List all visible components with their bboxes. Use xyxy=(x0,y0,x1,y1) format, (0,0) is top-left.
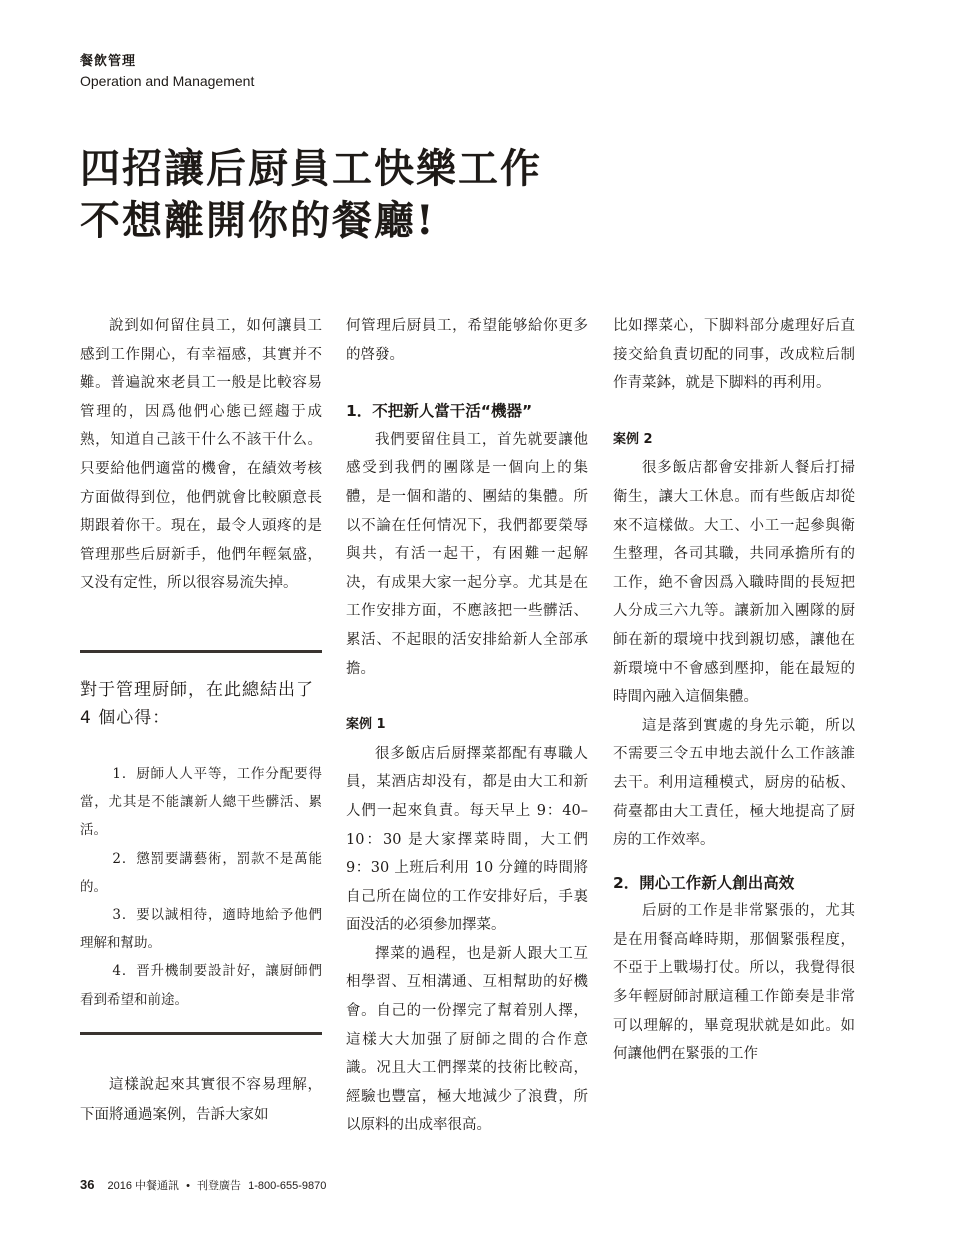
page-number: 36 xyxy=(80,1177,95,1192)
section-heading-2: 2．開心工作新人創出高效 xyxy=(613,873,795,892)
summary-item: 1．厨師人人平等，工作分配要得當，尤其是不能讓新人總干些髒活、累活。 xyxy=(80,766,322,839)
divider-top xyxy=(80,650,322,653)
page-footer xyxy=(80,1177,330,1193)
paragraph: 我們要留住員工，首先就要讓他感受到我們的團隊是一個向上的集體，是一個和諧的、團結的集體。所以不論在任何情况下，我們都要榮辱與共，有活一起干，有困難一起解决，有成果大家一起分享。尤其是在工作安排方面，不應該把一些髒活、累活、不起眼的活安排給新人全部承擔。 xyxy=(346,431,588,677)
closing-paragraph xyxy=(80,1070,322,1130)
paragraph: 擇菜的過程，也是新人跟大工互相學習、互相溝通、互相幫助的好機會。自己的一份擇完了幫着别人擇，這樣大大加强了厨師之間的合作意識。况且大工們擇菜的技術比較高，經驗也豐富，極大地減少了浪費，所以原料的出成率很高。 xyxy=(346,945,588,1134)
paragraph: 這是落到實處的身先示範，所以不需要三令五申地去説什么工作該誰去干。利用這種模式，厨房的砧板、荷臺都由大工責任，極大地提高了厨房的工作效率。 xyxy=(613,717,855,849)
summary-item: 3．要以誠相待，適時地給予他們理解和幫助。 xyxy=(80,907,322,952)
title-line-1: 四招讓后厨員工快樂工作 xyxy=(80,145,542,192)
case-heading-1: 案例 1 xyxy=(346,717,386,733)
summary-item: 2．懲罰要講藝術，罰款不是萬能的。 xyxy=(80,850,322,895)
column-2 xyxy=(346,312,588,1140)
continued-paragraph: 何管理后厨員工，希望能够給你更多的啓發。 xyxy=(346,318,588,363)
section-label: 餐飲管理 xyxy=(80,54,137,69)
summary-heading: 對于管理厨師，在此總結出了 4 個心得： xyxy=(80,680,314,728)
publication-name: 2016 中餐通訊 xyxy=(107,1180,180,1192)
paragraph: 后厨的工作是非常緊張的，尤其是在用餐高峰時期，那個緊張程度，不亞于上戰場打仗。所以，我覺得很多年輕厨師討厭這種工作節奏是非常可以理解的，畢竟現狀就是如此。如何讓他們在緊張的工作 xyxy=(613,903,855,1063)
column-3 xyxy=(613,312,855,1069)
paragraph: 很多飯店都會安排新人餐后打掃衛生，讓大工休息。而有些飯店却從來不這樣做。大工、小工一起參與衛生整理，各司其職，共同承擔所有的工作，絶不會因爲入職時間的長短把人分成三六九等。讓新加入團隊的厨師在新的環境中找到親切感，讓他在新環境中不會感到壓抑，能在最短的時間內融入這個集體。 xyxy=(613,460,855,706)
intro-paragraph: 說到如何留住員工，如何讓員工感到工作開心，有幸福感，其實并不難。普遍說來老員工一般是比較容易管理的，因爲他們心態已經趨于成熟，知道自己該干什么不該干什么。只要給他們適當的機會，在績效考核方面做得到位，他們就會比較願意長期跟着你干。現在，最令人頭疼的是管理那些后厨新手，他們年輕氣盛，又没有定性，所以很容易流失掉。 xyxy=(80,318,322,592)
divider-bottom xyxy=(80,1032,322,1035)
phone-number: 1-800-655-9870 xyxy=(248,1180,327,1192)
summary-item: 4．晋升機制要設計好，讓厨師們看到希望和前途。 xyxy=(80,963,322,1008)
title-line-2: 不想離開你的餐廳! xyxy=(80,197,436,244)
column-1 xyxy=(80,312,322,598)
closing-text: 這樣說起來其實很不容易理解，下面將通過案例，告訴大家如 xyxy=(80,1077,322,1123)
bullet-separator: • xyxy=(186,1180,190,1192)
continued-paragraph: 比如擇菜心，下脚料部分處理好后直接交給負責切配的同事，改成粒后制作青菜鉢，就是下脚料的再利用。 xyxy=(613,318,855,392)
case-heading-2: 案例 2 xyxy=(613,431,653,447)
article-title xyxy=(80,143,880,247)
section-label-english: Operation and Management xyxy=(80,73,255,89)
section-heading-1: 1．不把新人當干活“機器” xyxy=(346,402,533,421)
ad-label: 刊登廣告 xyxy=(197,1180,242,1192)
summary-list xyxy=(80,760,322,1014)
paragraph: 很多飯店后厨擇菜都配有專職人員，某酒店却没有，都是由大工和新人們一起來負責。每天早上 9：40–10：30 是大家擇菜時間，大工們 9：30 上班后利用 10 分鐘的時間將自己所在崗位的工作安排好后，手裏面没活的必須參加擇菜。 xyxy=(346,745,588,934)
